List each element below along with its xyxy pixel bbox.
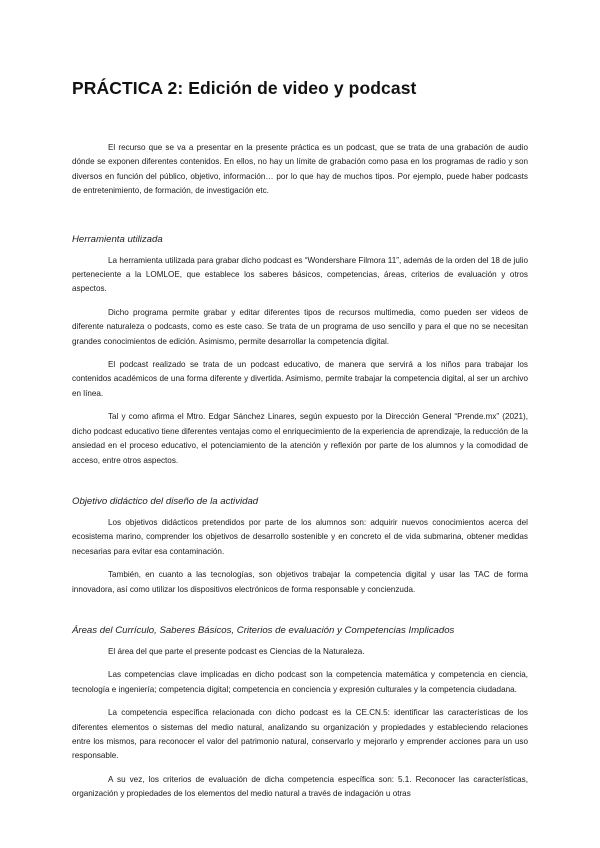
paragraph: El podcast realizado se trata de un podcast educativo, de manera que servirá a los niños para trabajar los contenidos académicos de una forma diferente y divertida. Asimismo, permite trabajar la competencia digital, al ser un archivo en línea. xyxy=(72,360,528,398)
paragraph: Las competencias clave implicadas en dicho podcast son la competencia matemática y competencia en ciencia, tecnología e ingeniería; competencia digital; competencia en conciencia y expresión culturales y la competencia ciudadana. xyxy=(72,670,528,694)
section-heading: Objetivo didáctico del diseño de la actividad xyxy=(72,495,259,507)
paragraph: Los objetivos didácticos pretendidos por parte de los alumnos son: adquirir nuevos conocimientos acerca del ecosistema marino, comprender los objetivos de desarrollo sostenible y en concreto el de vida submarina, obtener medidas necesarias para evitar esa contaminación. xyxy=(72,517,528,556)
paragraph: Tal y como afirma el Mtro. Edgar Sánchez Linares, según expuesto por la Dirección General “Prende.mx” (2021), dicho podcast educativo tiene diferentes ventajas como el enriquecimiento de la experiencia de aprendizaje, la reducción de la ansiedad en el proceso educativo, el potenciamiento de la atención y reflexión por parte de los alumnos y la comodidad de acceso, entre otros aspectos. xyxy=(72,412,528,465)
intro-paragraph: El recurso que se va a presentar en la presente práctica es un podcast, que se trata de una grabación de audio dónde se exponen diferentes contenidos. En ellos, no hay un límite de grabación como pasa en los programas de radio y son diversos en función del público, objetivo, información… por lo que hay de muchos tipos. Por ejemplo, puede haber podcasts de entretenimiento, de formación, de investigación etc. xyxy=(72,143,528,196)
page-title: PRÁCTICA 2: Edición de video y podcast xyxy=(72,78,417,98)
section-objetivo xyxy=(72,496,528,597)
paragraph: También, en cuanto a las tecnologías, son objetivos trabajar la competencia digital y usar las TAC de forma innovadora, así como utilizar los dispositivos electrónicos de forma responsable y concienzuda. xyxy=(72,570,528,594)
paragraph: A su vez, los criterios de evaluación de dicha competencia específica son: 5.1. Reconocer las características, organización y propiedades de los elementos del medio natural a través de indagación u otras xyxy=(72,774,528,799)
paragraph: El área del que parte el presente podcast es Ciencias de la Naturaleza. xyxy=(108,646,365,656)
section-areas xyxy=(72,625,528,802)
section-heading: Herramienta utilizada xyxy=(72,233,163,245)
section-herramienta xyxy=(72,234,528,468)
paragraph: Dicho programa permite grabar y editar diferentes tipos de recursos multimedia, como pueden ser videos de diferente naturaleza o podcasts, como es este caso. Se trata de un programa de uso sencillo y para el que no se necesitan grandes conocimientos de edición. Asimismo, permite desarrollar la competencia digital. xyxy=(72,307,528,346)
paragraph: La competencia específica relacionada con dicho podcast es la CE.CN.5: identificar las características de los diferentes elementos o sistemas del medio natural, analizando su organización y propiedades y estableciendo relaciones entre los mismos, para reconocer el valor del patrimonio natural, conservarlo y mejorarlo y emprender acciones para un uso responsable. xyxy=(72,708,528,761)
paragraph: La herramienta utilizada para grabar dicho podcast es “Wondershare Filmora 11”, además de la orden del 18 de julio perteneciente a la LOMLOE, que establece los saberes básicos, competencias, áreas, criterios de evaluación y otros aspectos. xyxy=(72,255,528,294)
section-heading: Áreas del Currículo, Saberes Básicos, Criterios de evaluación y Competencias Implicados xyxy=(72,624,455,636)
